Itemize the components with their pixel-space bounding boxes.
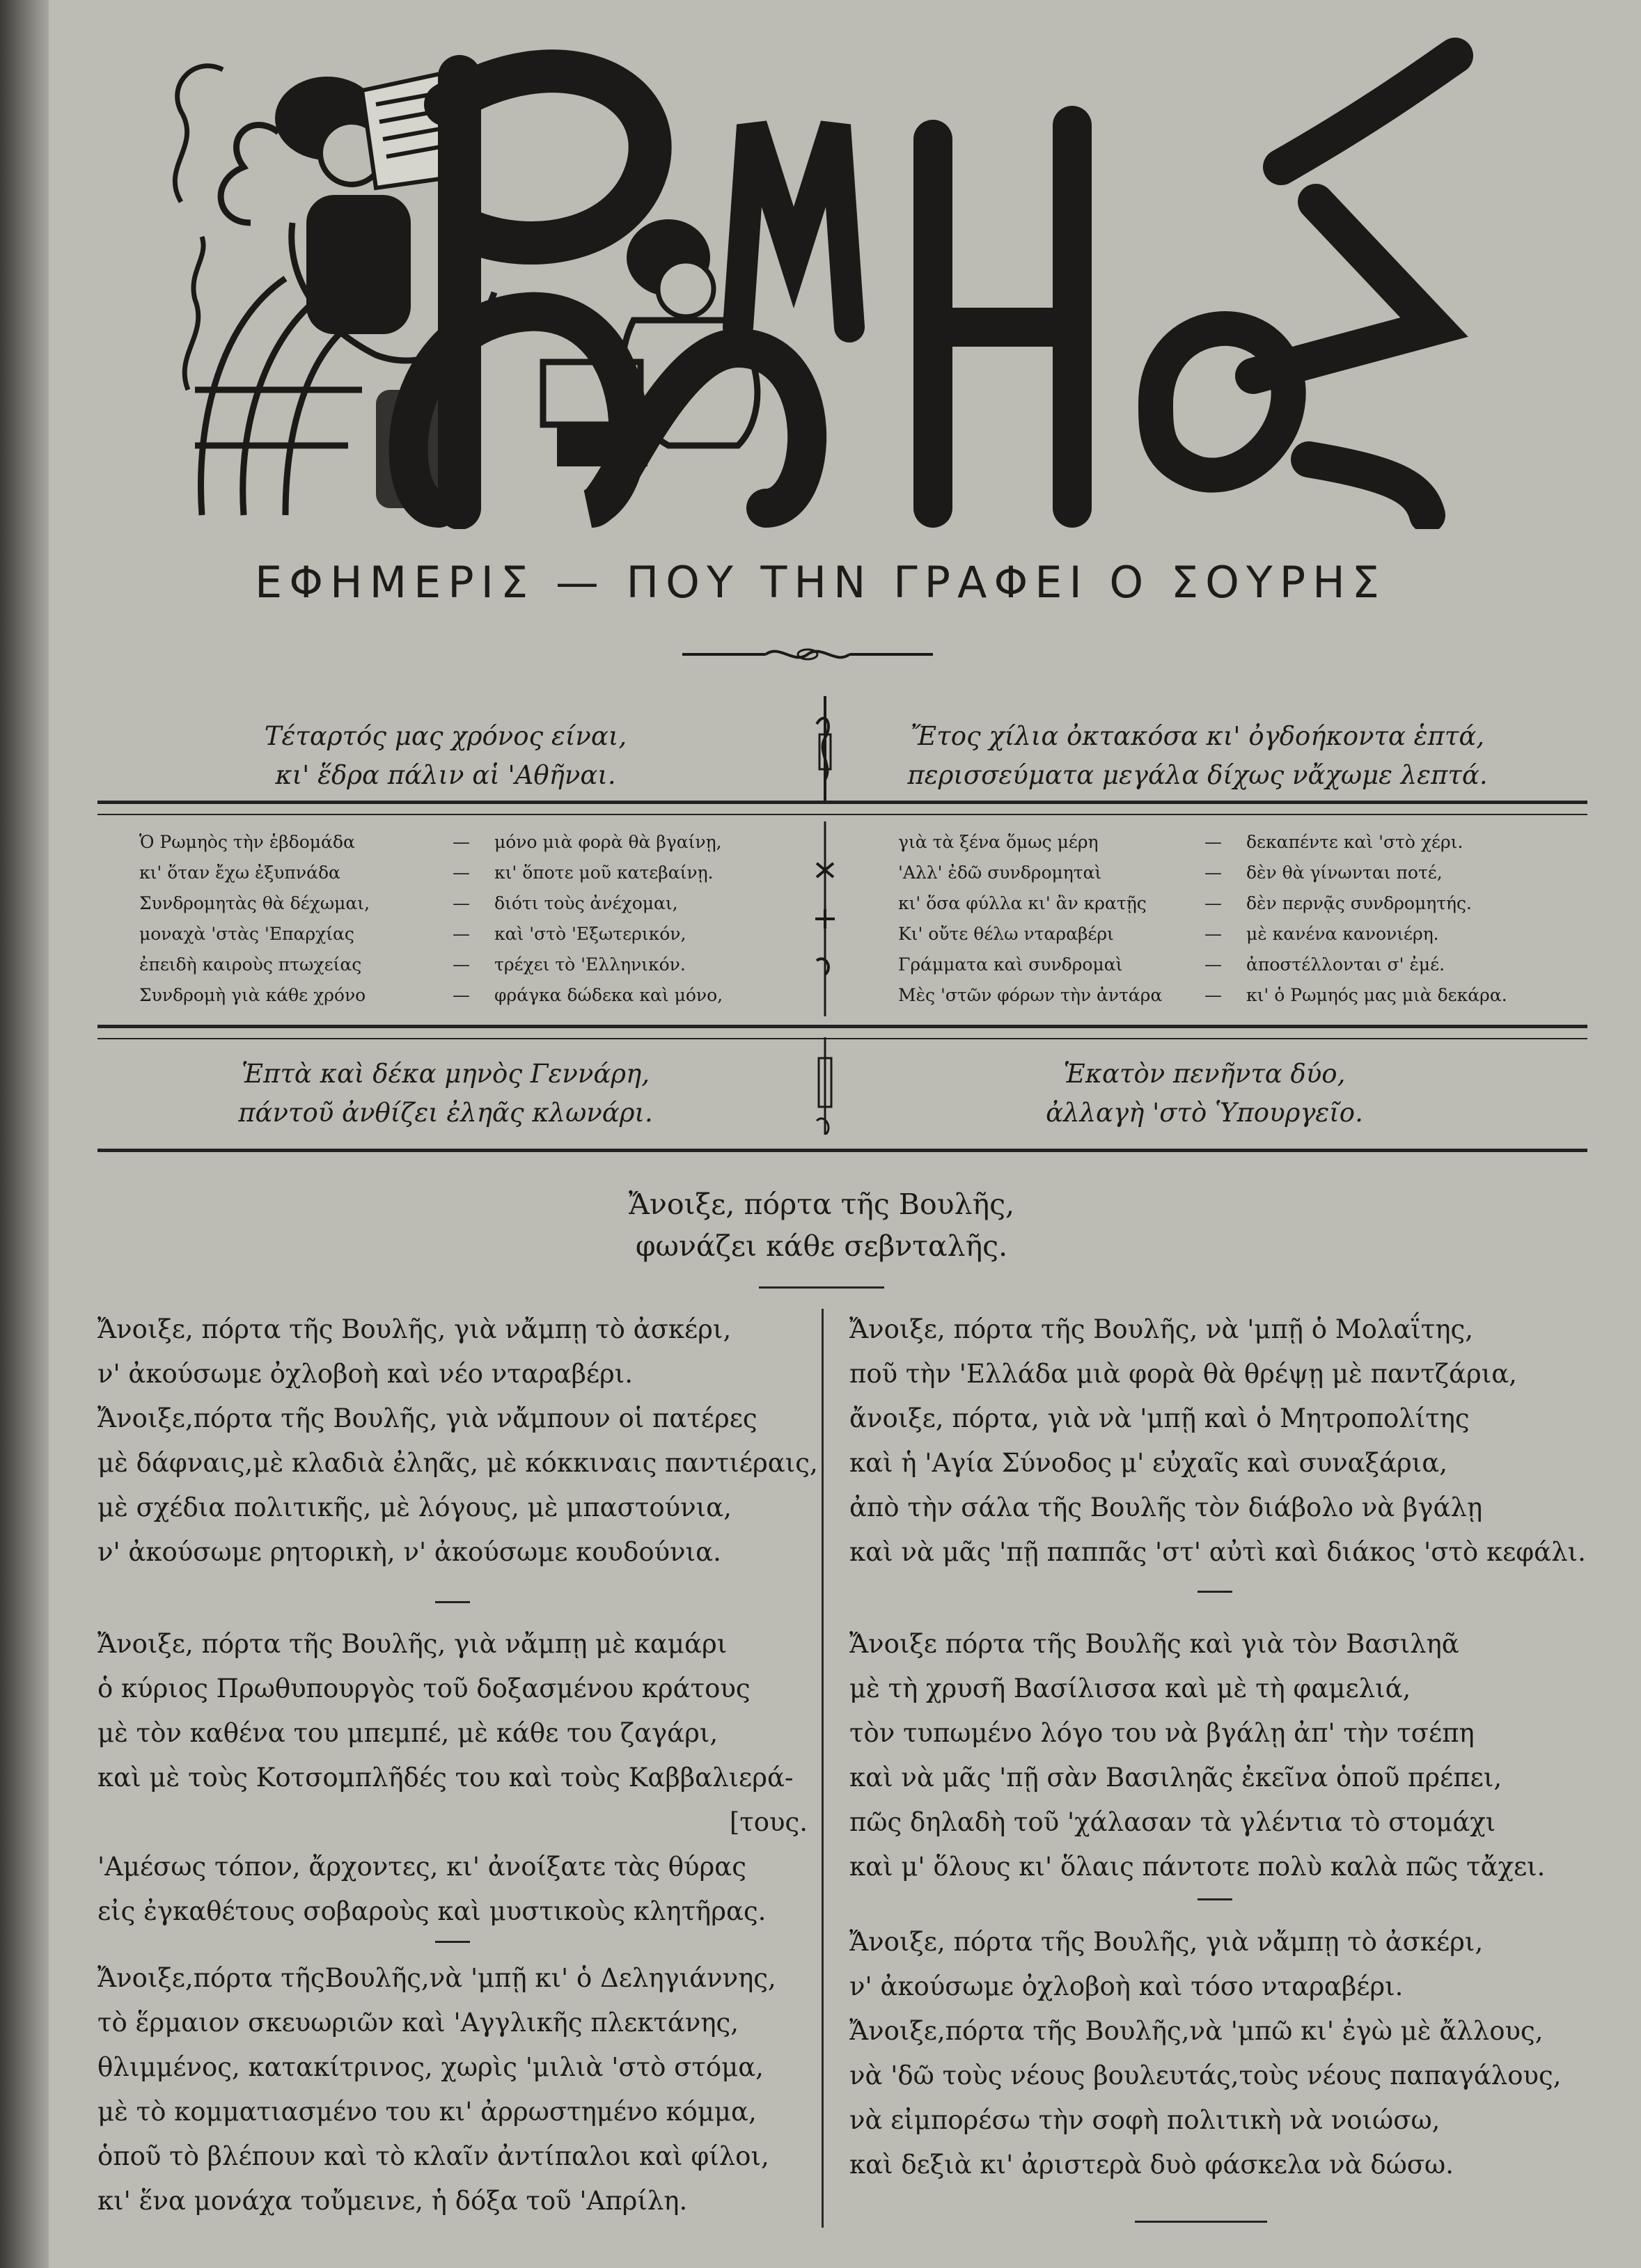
poem-line: ν' ἀκούσωμε ὀχλοβοὴ καὶ νέο νταραβέρι. (97, 1359, 634, 1389)
poem-line: Ἄνοιξε πόρτα τῆς Βουλῆς καὶ γιὰ τὸν Βασιληᾶ (849, 1629, 1459, 1659)
letter-eta (933, 125, 1072, 508)
sub-right-b-5: ἀποστέλλονται σ' ἐμέ. (1246, 954, 1445, 975)
sub-dash: — (1204, 832, 1222, 852)
sub-dash: — (1204, 954, 1222, 975)
poem-line: μὲ τὸ κομματιασμένο του κι' ἀρρωστημένο κόμμα, (97, 2097, 757, 2127)
header-left-line-2: κι' ἕδρα πάλιν αἱ 'Αθῆναι. (275, 760, 616, 790)
double-rule-middle (97, 1025, 1587, 1039)
poem-line: μὲ τὸν καθένα του μπεμπέ, μὲ κάθε του ζαγάρι, (97, 1718, 719, 1748)
poem-line: καὶ δεξιὰ κι' ἀριστερὰ δυὸ φάσκελα νὰ δώσω. (849, 2150, 1454, 2180)
sub-left-b-2: κι' ὅποτε μοῦ κατεβαίνῃ. (494, 863, 714, 883)
poem-line: Ἄνοιξε, πόρτα τῆς Βουλῆς, νὰ 'μπῇ ὁ Μολαΐτης, (849, 1314, 1473, 1344)
sub-dash: — (453, 832, 470, 852)
sub-left-b-1: μόνο μιὰ φορὰ θὰ βγαίνῃ, (494, 832, 722, 852)
poem-line: ν' ἀκούσωμε ὀχλοβοὴ καὶ τόσο νταραβέρι. (849, 1971, 1404, 2001)
sub-right-a-1: γιὰ τὰ ξένα ὅμως μέρη (898, 832, 1099, 852)
poem-left-stanza-3 (97, 1956, 815, 2223)
sub-left-a-3: Συνδρομητὰς θὰ δέχωμαι, (139, 893, 370, 913)
poem-line: μὲ τὴ χρυσῆ Βασίλισσα καὶ μὲ τὴ φαμελιά, (849, 1674, 1411, 1703)
sub-dash: — (453, 985, 470, 1005)
sub-dash: — (1204, 924, 1222, 944)
sub-right-b-2: δὲν θὰ γίνωνται ποτέ, (1246, 863, 1443, 883)
date-left-line-1: Ἑπτὰ καὶ δέκα μηνὸς Γεννάρη, (242, 1059, 650, 1089)
poem-line: τὸν τυπωμένο λόγο του νὰ βγάλῃ ἀπ' τὴν τσέπη (849, 1718, 1475, 1748)
poem-left-stanza-2 (97, 1622, 815, 1934)
poem-line: 'Αμέσως τόπον, ἄρχοντες, κι' ἀνοίξατε τὰς θύρας (97, 1852, 746, 1882)
poem-line: Ἄνοιξε,πόρτα τῆς Βουλῆς,νὰ 'μπῶ κι' ἐγὼ μὲ ἄλλους, (849, 2016, 1544, 2046)
poem-line-continuation: [τους. (729, 1807, 808, 1837)
poem-line: Ἄνοιξε, πόρτα τῆς Βουλῆς, γιὰ νἄμπῃ τὸ ἀσκέρι, (97, 1314, 732, 1344)
poem-line: πῶς δηλαδὴ τοῦ 'χάλασαν τὰ γλέντια τὸ στομάχι (849, 1807, 1496, 1837)
poem-line: ὁποῦ τὸ βλέπουν καὶ τὸ κλαῖν ἀντίπαλοι καὶ φίλοι, (97, 2141, 769, 2171)
vertical-ornament-2 (811, 821, 839, 1016)
letter-omicron (1156, 329, 1289, 475)
sub-right-a-6: Μὲς 'στῶν φόρων τὴν ἀντάρα (898, 985, 1163, 1005)
sub-left-b-3: διότι τοὺς ἀνέχομαι, (494, 893, 678, 913)
sub-dash: — (1204, 985, 1222, 1005)
poem-line: καὶ ἡ 'Αγία Σύνοδος μ' εὐχαῖς καὶ συναξάρια, (849, 1448, 1448, 1478)
sub-right-a-4: Κι' οὔτε θέλω νταραβέρι (898, 924, 1114, 944)
binding-shadow (0, 0, 49, 2268)
sub-dash: — (1204, 893, 1222, 913)
stanza-separator (1198, 1591, 1232, 1593)
poem-right-stanza-2 (849, 1622, 1601, 1889)
sub-left-a-1: Ὁ Ρωμηὸς τὴν ἑβδομάδα (139, 832, 355, 852)
date-couplet-right (954, 1055, 1455, 1133)
letter-mu (738, 125, 849, 327)
poem-line: ἀπὸ τὴν σάλα τῆς Βουλῆς τὸν διάβολο νὰ βγάλῃ (849, 1493, 1483, 1522)
sub-dash: — (453, 893, 470, 913)
poem-line: ποῦ τὴν 'Ελλάδα μιὰ φορὰ θὰ θρέψῃ μὲ παντζάρια, (849, 1359, 1517, 1389)
vertical-ornament-1 (811, 696, 839, 801)
subscription-terms-left (139, 827, 766, 1011)
poem-line: μὲ σχέδια πολιτικῆς, μὲ λόγους, μὲ μπαστούνια, (97, 1493, 732, 1522)
closing-rule (1135, 2221, 1267, 2223)
header-right-line-2: περισσεύματα μεγάλα δίχως νἄχωμε λεπτά. (907, 760, 1488, 790)
poem-line: ν' ἀκούσωμε ρητορικὴ, ν' ἀκούσωμε κουδούνια. (97, 1537, 721, 1567)
poem-line: κι' ἕνα μονάχα τοὔμεινε, ἡ δόξα τοῦ 'Απρίλη. (97, 2186, 688, 2216)
vertical-ornament-3 (811, 1037, 839, 1135)
header-right-line-1: Ἔτος χίλια ὀκτακόσα κι' ὀγδοήκοντα ἑπτά, (910, 721, 1485, 751)
header-left-line-1: Τέταρτός μας χρόνος είναι, (264, 721, 627, 751)
poem-line: ἄνοιξε, πόρτα, γιὰ νὰ 'μπῇ καὶ ὁ Μητροπολίτης (849, 1403, 1470, 1433)
sub-right-a-2: 'Αλλ' ἐδῶ συνδρομηταὶ (898, 863, 1102, 883)
hookah-smoke (175, 66, 223, 390)
poem-line: καὶ μ' ὅλους κι' ὅλαις πάντοτε πολὺ καλὰ πῶς τἄχει. (849, 1852, 1546, 1882)
sub-dash: — (453, 954, 470, 975)
poem-line: καὶ νὰ μᾶς 'πῇ σὰν Βασιληᾶς ἐκεῖνα ὁποῦ πρέπει, (849, 1763, 1502, 1793)
sub-right-a-5: Γράμματα καὶ συνδρομαὶ (898, 954, 1123, 975)
poem-line: Ἄνοιξε, πόρτα τῆς Βουλῆς, γιὰ νἄμπῃ μὲ καμάρι (97, 1629, 728, 1659)
column-divider (822, 1309, 824, 2228)
poem-line: καὶ νὰ μᾶς 'πῇ παππᾶς 'στ' αὐτὶ καὶ διάκος 'στὸ κεφάλι. (849, 1537, 1586, 1567)
masthead-illustration (167, 28, 1532, 529)
sub-right-b-3: δὲν περνᾷς συνδρομητής. (1246, 893, 1472, 913)
sub-left-a-4: μοναχὰ 'στὰς 'Επαρχίας (139, 924, 354, 944)
poem-left-stanza-1 (97, 1307, 818, 1575)
date-couplet-left (209, 1055, 682, 1133)
poem-line: Ἄνοιξε,πόρτα τῆς Βουλῆς, γιὰ νἄμπουν οἱ πατέρες (97, 1403, 757, 1433)
sub-left-a-2: κι' ὅταν ἔχω ἐξυπνάδα (139, 863, 340, 883)
date-right-line-1: Ἑκατὸν πενῆντα δύο, (1063, 1059, 1346, 1089)
sub-right-b-6: κι' ὁ Ρωμηός μας μιὰ δεκάρα. (1246, 985, 1507, 1005)
poem-line: τὸ ἕρμαιον σκευωριῶν καὶ 'Αγγλικῆς πλεκτάνης, (97, 2008, 739, 2038)
poem-line: νὰ εἰμπορέσω τὴν σοφὴ πολιτικὴ νὰ νοιώσω, (849, 2105, 1440, 2135)
stanza-separator (435, 1601, 470, 1603)
stanza-separator (435, 1941, 470, 1943)
header-couplet-left (209, 717, 682, 795)
sub-dash: — (453, 863, 470, 883)
poem-right-stanza-3 (849, 1920, 1601, 2187)
sub-left-a-6: Συνδρομὴ γιὰ κάθε χρόνο (139, 985, 366, 1005)
poem-line: εἰς ἐγκαθέτους σοβαροὺς καὶ μυστικοὺς κλητῆρας. (97, 1896, 767, 1926)
epigraph-line-2: φωνάζει κάθε σεβνταλῆς. (635, 1229, 1008, 1263)
masthead-subtitle: ΕΦΗΜΕΡΙΣ — ΠΟΥ ΤΗΝ ΓΡΑΦΕΙ Ο ΣΟΥΡΗΣ (255, 557, 1386, 608)
sub-left-b-6: φράγκα δώδεκα καὶ μόνο, (494, 985, 723, 1005)
sub-left-b-5: τρέχει τὸ 'Ελληνικόν. (494, 954, 686, 975)
sub-dash: — (453, 924, 470, 944)
epigraph-line-1: Ἄνοιξε, πόρτα τῆς Βουλῆς, (628, 1188, 1015, 1221)
date-right-line-2: ἀλλαγὴ 'στὸ Ὑπουργεῖο. (1046, 1098, 1363, 1128)
double-rule-top (97, 801, 1587, 815)
poem-line: νὰ 'δῶ τοὺς νέους βουλευτάς,τοὺς νέους παπαγάλους, (849, 2061, 1562, 2090)
date-left-line-2: πάντοῦ ἀνθίζει ἐληᾶς κλωνάρι. (238, 1098, 653, 1128)
poem-line: Ἄνοιξε, πόρτα τῆς Βουλῆς, γιὰ νἄμπῃ τὸ ἀσκέρι, (849, 1927, 1484, 1957)
subscription-terms-right (898, 827, 1594, 1011)
stanza-separator (1198, 1898, 1232, 1900)
epigraph-underline (759, 1286, 884, 1289)
poem-line: ὁ κύριος Πρωθυπουργὸς τοῦ δοξασμένου κράτους (97, 1674, 751, 1703)
ornament-divider (682, 640, 933, 668)
poem-line: καὶ μὲ τοὺς Κοτσομπλῆδές του καὶ τοὺς Καββαλιερά- (97, 1763, 794, 1793)
sub-left-a-5: ἐπειδὴ καιροὺς πτωχείας (139, 954, 362, 975)
poem-line: μὲ δάφναις,μὲ κλαδιὰ ἐληᾶς, μὲ κόκκιναις παντιέραις, (97, 1448, 818, 1478)
sub-dash: — (1204, 863, 1222, 883)
poem-right-stanza-1 (849, 1307, 1601, 1575)
header-couplet-right (884, 717, 1511, 795)
poem-line: θλιμμένος, κατακίτρινος, χωρὶς 'μιλιὰ 'στὸ στόμα, (97, 2052, 764, 2082)
rule-above-poem (97, 1149, 1587, 1152)
sub-left-b-4: καὶ 'στὸ 'Εξωτερικόν, (494, 924, 686, 944)
poem-line: Ἄνοιξε,πόρτα τῆςΒουλῆς,νὰ 'μπῇ κι' ὁ Δεληγιάννης, (97, 1963, 776, 1993)
sub-right-b-1: δεκαπέντε καὶ 'στὸ χέρι. (1246, 832, 1463, 852)
sub-right-a-3: κι' ὅσα φύλλα κι' ἂν κρατῇς (898, 893, 1147, 913)
sub-right-b-4: μὲ κανένα κανονιέρη. (1246, 924, 1439, 944)
poem-epigraph (487, 1183, 1156, 1267)
